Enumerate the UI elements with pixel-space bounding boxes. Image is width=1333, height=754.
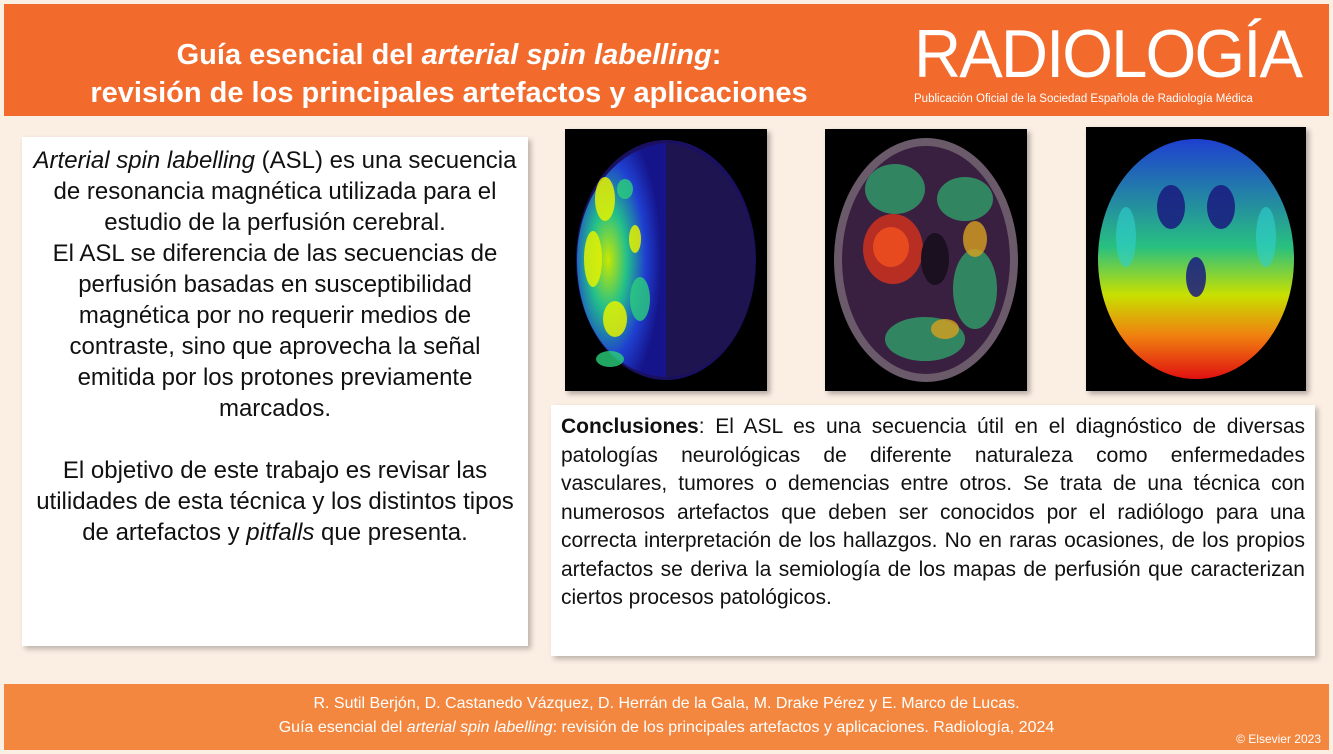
conclusions-text: : El ASL es una secuencia útil en el diagnóstico de diversas patologías neurológicas de diferente naturaleza como enfermedades vasculares, tumores o demencias entre otros. Se trata de una técnica con numerosos artefactos que deben ser conocidos por el radiólogo para una correcta interpretación de los hallazgos. No en raras ocasiones, de los propios artefactos se deriva la semiología de los mapas de perfusión que caracterizan ciertos procesos patológicos.: [561, 415, 1305, 609]
journal-logo: [914, 18, 1314, 106]
title-line-2: revisión de los principales artefactos y aplicaciones: [90, 77, 808, 109]
footer-citation: [4, 718, 1329, 738]
asl-brain-image-2: [825, 129, 1027, 391]
footer-banner: [4, 684, 1329, 750]
title-line1-prefix: Guía esencial del: [176, 39, 422, 71]
footer-authors: R. Sutil Berjón, D. Castanedo Vázquez, D. Herrán de la Gala, M. Drake Pérez y E. Marco de Lucas.: [313, 695, 1020, 712]
citation-italic: arterial spin labelling: [406, 719, 553, 736]
intro-box: [22, 137, 528, 646]
conclusions-label: Conclusiones: [561, 415, 699, 438]
intro-p1-italic: Arterial spin labelling: [33, 147, 255, 174]
intro-paragraph-3: [32, 455, 518, 548]
asl-brain-image-3: [1086, 127, 1306, 391]
asl-brain-image-1: [565, 129, 767, 391]
citation-suffix: : revisión de los principales artefactos y aplicaciones. Radiología, 2024: [552, 719, 1055, 736]
title-line-1: [4, 36, 894, 74]
poster-title: [4, 36, 894, 112]
header-banner: [4, 4, 1329, 116]
intro-paragraph-1: [32, 145, 518, 238]
conclusions-box: [551, 405, 1315, 656]
intro-p3-suffix: que presenta.: [314, 519, 468, 546]
intro-p3-prefix: El objetivo de este trabajo es revisar las utilidades de esta técnica y los distintos tipos de artefactos y: [36, 457, 514, 546]
journal-subtitle: Publicación Oficial de la Sociedad Española de Radiología Médica: [914, 93, 1253, 105]
intro-p3-italic: pitfalls: [246, 519, 315, 546]
journal-name: RADIOLOGÍA: [914, 16, 1302, 92]
title-line1-italic: arterial spin labelling: [421, 39, 712, 71]
intro-p1-text: (ASL) es una secuencia de resonancia magnética utilizada para el estudio de la perfusión cerebral.: [53, 147, 517, 236]
citation-prefix: Guía esencial del: [278, 719, 407, 736]
intro-paragraph-2: El ASL se diferencia de las secuencias de perfusión basadas en susceptibilidad magnética por no requerir medios de contraste, sino que aprovecha la señal emitida por los protones previamente marcados.: [52, 240, 498, 422]
title-line1-suffix: :: [711, 39, 722, 71]
copyright-notice: © Elsevier 2023: [1236, 732, 1321, 746]
